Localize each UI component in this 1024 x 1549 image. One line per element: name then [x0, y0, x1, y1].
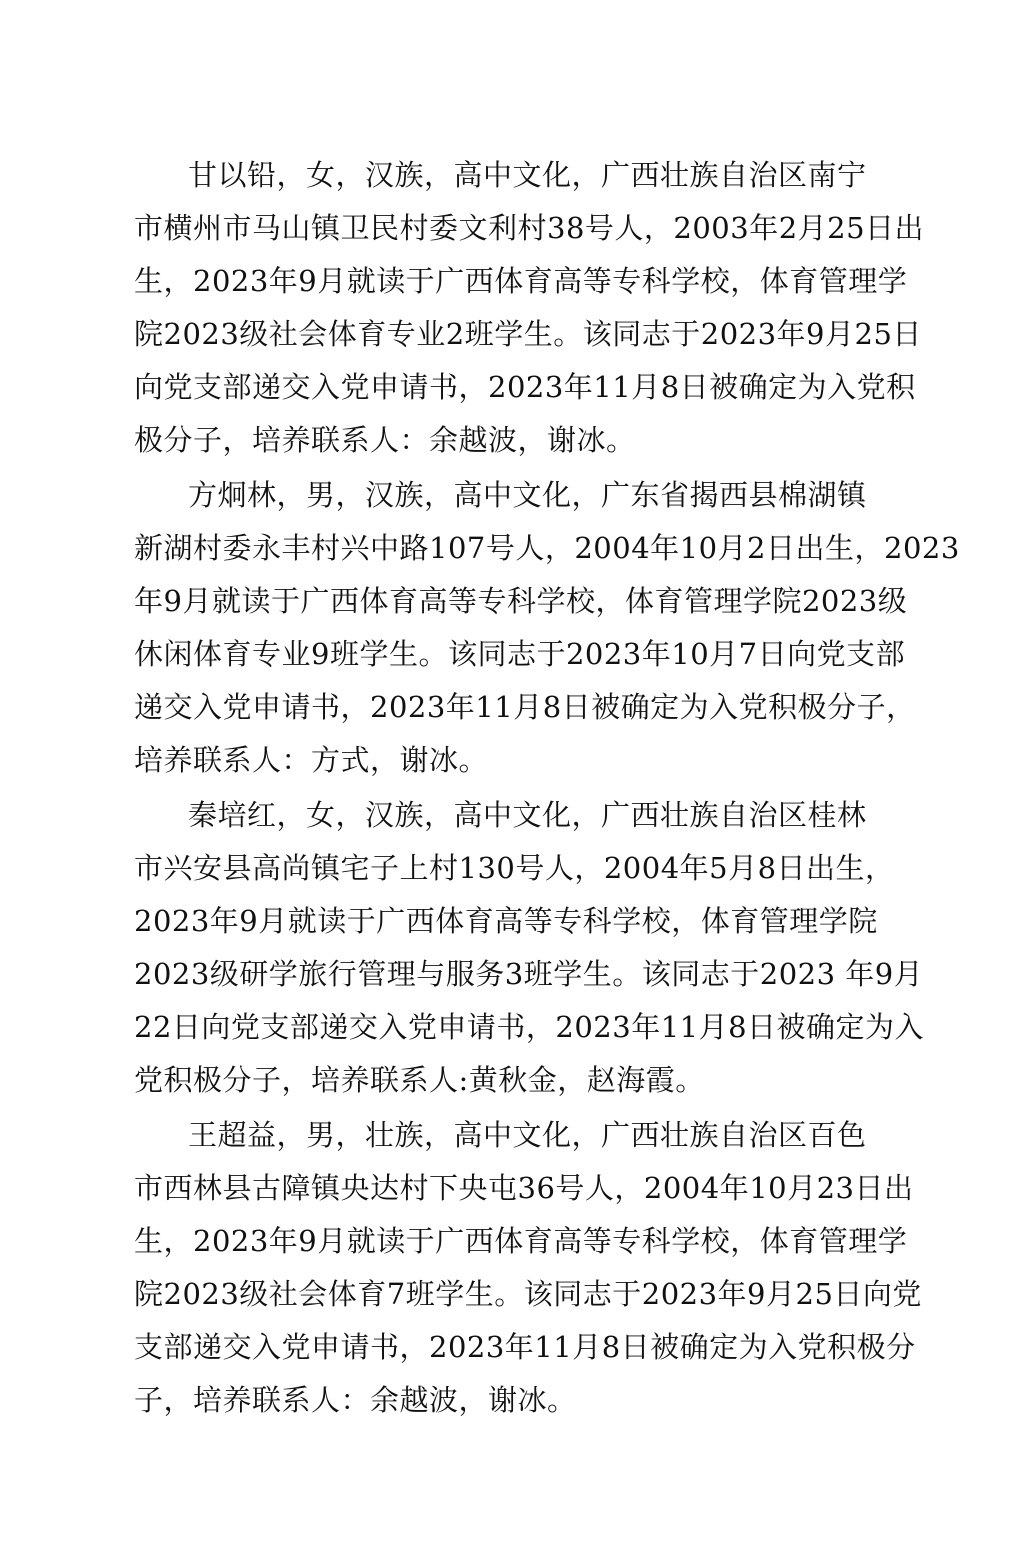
paragraph-3-line-4: 2023级研学旅行管理与服务3班学生。该同志于2023 年9月	[134, 957, 924, 991]
paragraph-3-line-6: 党积极分子，培养联系人:黄秋金，赵海霞。	[134, 1063, 705, 1097]
paragraph-2-line-2: 新湖村委永丰村兴中路107号人，2004年10月2日出生，2023	[134, 531, 960, 565]
paragraph-1-line-4: 院2023级社会体育专业2班学生。该同志于2023年9月25日	[134, 317, 922, 351]
paragraph-3-line-5: 22日向党支部递交入党申请书，2023年11月8日被确定为入	[134, 1010, 925, 1044]
paragraph-3-line-3: 2023年9月就读于广西体育高等专科学校，体育管理学院	[134, 904, 878, 938]
paragraph-4-line-4: 院2023级社会体育7班学生。该同志于2023年9月25日向党	[134, 1277, 922, 1311]
paragraph-4-line-6: 子，培养联系人：余越波，谢冰。	[134, 1383, 577, 1417]
paragraph-4-line-2: 市西林县古障镇央达村下央屯36号人，2004年10月23日出	[134, 1171, 914, 1205]
paragraph-4-line-1: 王超益，男，壮族，高中文化，广西壮族自治区百色	[188, 1118, 867, 1152]
paragraph-1-line-1: 甘以铅，女，汉族，高中文化，广西壮族自治区南宁	[188, 158, 867, 192]
paragraph-4-line-3: 生，2023年9月就读于广西体育高等专科学校，体育管理学	[134, 1224, 908, 1258]
paragraph-2-line-6: 培养联系人：方式，谢冰。	[134, 743, 489, 777]
paragraph-2-line-5: 递交入党申请书，2023年11月8日被确定为入党积极分子，	[134, 690, 916, 724]
paragraph-1-line-5: 向党支部递交入党申请书，2023年11月8日被确定为入党积	[134, 370, 916, 404]
paragraph-4-line-5: 支部递交入党申请书，2023年11月8日被确定为入党积极分	[134, 1330, 916, 1364]
paragraph-3-line-1: 秦培红，女，汉族，高中文化，广西壮族自治区桂林	[188, 798, 867, 832]
paragraph-2-line-3: 年9月就读于广西体育高等专科学校，体育管理学院2023级	[134, 584, 908, 618]
paragraph-2-line-4: 休闲体育专业9班学生。该同志于2023年10月7日向党支部	[134, 637, 906, 671]
paragraph-1-line-2: 市横州市马山镇卫民村委文利村38号人，2003年2月25日出	[134, 211, 925, 245]
paragraph-1-line-3: 生，2023年9月就读于广西体育高等专科学校，体育管理学	[134, 264, 908, 298]
paragraph-3-line-2: 市兴安县高尚镇宅子上村130号人，2004年5月8日出生，	[134, 851, 895, 885]
paragraph-1-line-6: 极分子，培养联系人：余越波，谢冰。	[134, 423, 636, 457]
paragraph-2-line-1: 方炯林，男，汉族，高中文化，广东省揭西县棉湖镇	[188, 478, 867, 512]
